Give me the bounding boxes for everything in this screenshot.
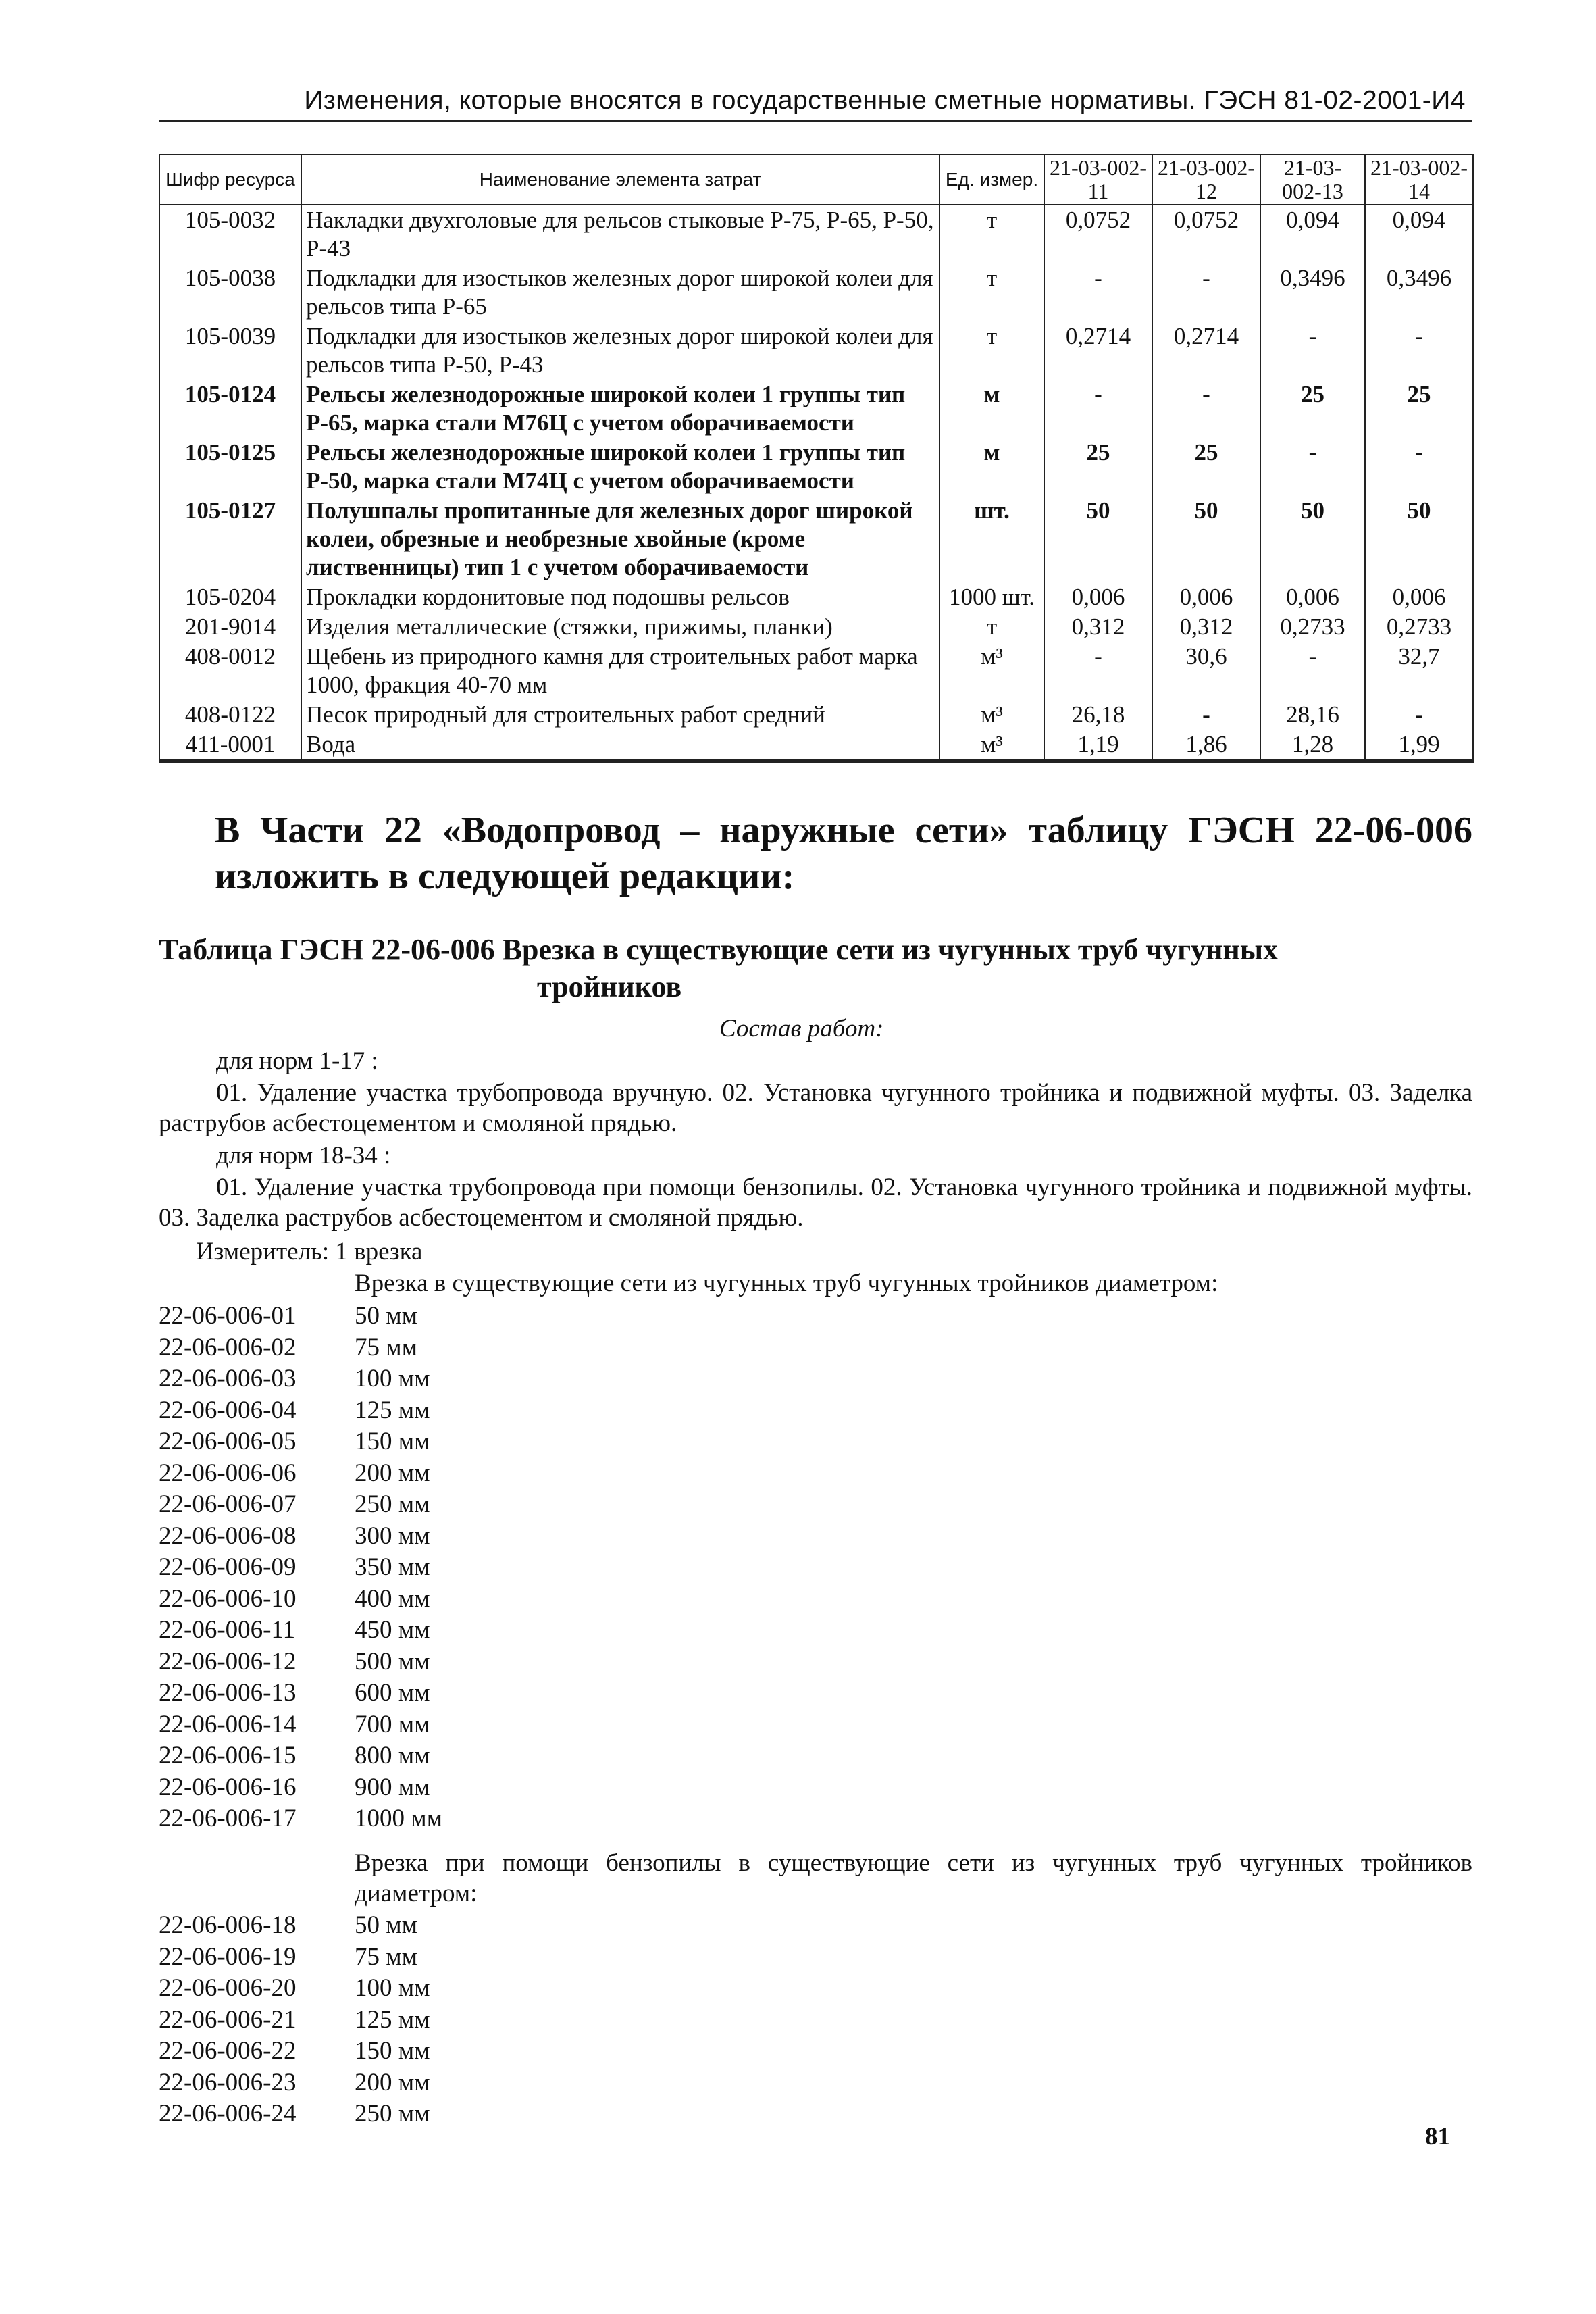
cell-value-3: 50 — [1260, 496, 1365, 582]
norm-code: 22-06-006-18 — [159, 1911, 297, 1939]
norm-code: 22-06-006-05 — [159, 1428, 297, 1455]
norm-description: 125 мм — [355, 1396, 430, 1424]
norm-row — [159, 1942, 417, 1972]
table-row — [159, 205, 1473, 263]
header-col-2: 21-03-002-12 — [1152, 155, 1260, 205]
cell-name: Прокладки кордонитовые под подошвы рельсов — [301, 582, 939, 612]
cell-value-2: - — [1152, 700, 1260, 730]
cell-value-1: 0,2714 — [1044, 322, 1152, 380]
cell-unit: шт. — [939, 496, 1044, 582]
table-row — [159, 700, 1473, 730]
norm-description: 150 мм — [355, 1428, 430, 1455]
cell-unit: м³ — [939, 642, 1044, 700]
norm-row — [159, 1973, 430, 2003]
cell-value-3: 28,16 — [1260, 700, 1365, 730]
norm-description: 500 мм — [355, 1647, 430, 1676]
norm-description: 75 мм — [355, 1333, 418, 1361]
cell-unit: м³ — [939, 700, 1044, 730]
cell-value-3: 0,006 — [1260, 582, 1365, 612]
cell-value-4: 25 — [1365, 380, 1473, 438]
cell-unit: м — [939, 438, 1044, 496]
norm-code: 22-06-006-19 — [159, 1942, 297, 1971]
norm-description: 50 мм — [355, 1911, 418, 1939]
norm-description: 100 мм — [355, 1974, 430, 2002]
cell-value-2: 0,312 — [1152, 612, 1260, 642]
cell-value-3: 1,28 — [1260, 730, 1365, 761]
cell-value-2: 1,86 — [1152, 730, 1260, 761]
norm-row — [159, 1458, 430, 1488]
header-rule — [159, 120, 1472, 122]
cell-name: Рельсы железнодорожные широкой колеи 1 группы тип Р-50, марка стали М74Ц с учетом оборачиваемости — [301, 438, 939, 496]
works-title: Состав работ: — [719, 1015, 884, 1042]
cell-value-3: - — [1260, 642, 1365, 700]
norm-row — [159, 1395, 430, 1426]
cell-unit: т — [939, 322, 1044, 380]
header-col-4: 21-03-002-14 — [1365, 155, 1473, 205]
cell-value-1: 1,19 — [1044, 730, 1152, 761]
table-heading-line-1: Таблица ГЭСН 22-06-006 Врезка в существующие сети из чугунных труб чугунных — [159, 933, 1279, 966]
cell-value-4: 50 — [1365, 496, 1473, 582]
cell-name: Рельсы железнодорожные широкой колеи 1 группы тип Р-65, марка стали М76Ц с учетом оборачиваемости — [301, 380, 939, 438]
norm-row — [159, 2067, 430, 2098]
cell-name: Вода — [301, 730, 939, 761]
cell-code: 105-0124 — [159, 380, 301, 438]
norm-code: 22-06-006-10 — [159, 1584, 297, 1613]
norm-description: 1000 мм — [355, 1805, 443, 1832]
norm-code: 22-06-006-16 — [159, 1773, 297, 1801]
norm-code: 22-06-006-24 — [159, 2100, 297, 2128]
cell-code: 408-0012 — [159, 642, 301, 700]
norm-row — [159, 1910, 417, 1940]
norm-description: 250 мм — [355, 1490, 430, 1518]
norm-description: 350 мм — [355, 1553, 430, 1581]
cell-value-1: 0,312 — [1044, 612, 1152, 642]
cell-value-4: 1,99 — [1365, 730, 1473, 761]
header-code: Шифр ресурса — [159, 155, 301, 205]
cell-value-2: - — [1152, 380, 1260, 438]
norm-code: 22-06-006-23 — [159, 2068, 297, 2096]
norm-row — [159, 1489, 430, 1519]
norm-row — [159, 1646, 430, 1677]
cell-unit: т — [939, 263, 1044, 322]
meter-line: Измеритель: 1 врезка — [196, 1238, 423, 1265]
cell-value-4: - — [1365, 700, 1473, 730]
cell-value-4: 32,7 — [1365, 642, 1473, 700]
cell-value-1: - — [1044, 263, 1152, 322]
norm-description: 600 мм — [355, 1679, 430, 1707]
norm-code: 22-06-006-06 — [159, 1459, 297, 1487]
cell-code: 105-0032 — [159, 205, 301, 263]
cell-code: 408-0122 — [159, 700, 301, 730]
norm-row — [159, 1301, 417, 1331]
cell-value-1: 26,18 — [1044, 700, 1152, 730]
norm-row — [159, 1363, 430, 1394]
works-group-1-label: для норм 1-17 : — [216, 1047, 378, 1075]
norm-row — [159, 1709, 430, 1740]
norm-row — [159, 1772, 430, 1803]
norm-row — [159, 2098, 430, 2129]
cell-code: 105-0039 — [159, 322, 301, 380]
cell-value-2: 25 — [1152, 438, 1260, 496]
norm-code: 22-06-006-21 — [159, 2005, 297, 2034]
table-heading-line-2: тройников — [537, 970, 682, 1003]
norm-row — [159, 1615, 430, 1645]
norm-row — [159, 1803, 442, 1834]
norm-description: 125 мм — [355, 2005, 430, 2034]
cell-name: Щебень из природного камня для строительных работ марка 1000, фракция 40-70 мм — [301, 642, 939, 700]
table-row — [159, 380, 1473, 438]
table-row — [159, 496, 1473, 582]
resource-table-body — [159, 205, 1473, 761]
cell-value-4: 0,3496 — [1365, 263, 1473, 322]
norm-row — [159, 1521, 430, 1551]
norm-row — [159, 1426, 430, 1457]
table-row — [159, 582, 1473, 612]
norm-code: 22-06-006-03 — [159, 1365, 297, 1392]
norm-code: 22-06-006-14 — [159, 1710, 297, 1738]
norm-description: 400 мм — [355, 1584, 430, 1613]
norm-code: 22-06-006-09 — [159, 1553, 297, 1581]
table-heading — [159, 931, 1472, 1005]
norm-row — [159, 1332, 417, 1363]
cell-value-3: 25 — [1260, 380, 1365, 438]
cell-value-1: 50 — [1044, 496, 1152, 582]
header-col-1: 21-03-002-11 — [1044, 155, 1152, 205]
norm-description: 100 мм — [355, 1365, 430, 1392]
norm-code: 22-06-006-20 — [159, 1974, 297, 2002]
cell-value-2: 0,006 — [1152, 582, 1260, 612]
norm-description: 75 мм — [355, 1942, 418, 1971]
works-group-2-text: 01. Удаление участка трубопровода при помощи бензопилы. 02. Установка чугунного тройника и подвижной муфты. 03. Заделка раструбов асбестоцементом и смоляной прядью. — [159, 1174, 1472, 1232]
table-row — [159, 730, 1473, 761]
norm-description: 900 мм — [355, 1773, 430, 1801]
cell-value-3: 0,2733 — [1260, 612, 1365, 642]
norm-description: 450 мм — [355, 1616, 430, 1644]
header-unit: Ед. измер. — [939, 155, 1044, 205]
cell-name: Песок природный для строительных работ средний — [301, 700, 939, 730]
norm-row — [159, 1584, 430, 1614]
cell-name: Подкладки для изостыков железных дорог широкой колеи для рельсов типа Р-50, Р-43 — [301, 322, 939, 380]
norm-description: 200 мм — [355, 2068, 430, 2096]
cell-code: 105-0125 — [159, 438, 301, 496]
section-heading: В Части 22 «Водопровод – наружные сети» таблицу ГЭСН 22-06-006 изложить в следующей редакции: — [215, 809, 1472, 898]
cell-value-1: - — [1044, 380, 1152, 438]
norm-code: 22-06-006-08 — [159, 1521, 297, 1550]
table-row — [159, 322, 1473, 380]
norm-code: 22-06-006-15 — [159, 1742, 297, 1769]
norm-description: 300 мм — [355, 1521, 430, 1550]
table-row — [159, 642, 1473, 700]
norm-row — [159, 1552, 430, 1582]
cell-name: Изделия металлические (стяжки, прижимы, планки) — [301, 612, 939, 642]
table-header-row — [159, 155, 1473, 205]
norm-description: 150 мм — [355, 2037, 430, 2065]
resource-table — [159, 154, 1474, 763]
cell-value-4: 0,006 — [1365, 582, 1473, 612]
norm-row — [159, 1678, 430, 1708]
table-row — [159, 263, 1473, 322]
header-name: Наименование элемента затрат — [301, 155, 939, 205]
cell-value-3: - — [1260, 438, 1365, 496]
works-group-2-label: для норм 18-34 : — [216, 1142, 391, 1169]
table-row — [159, 612, 1473, 642]
cell-code: 105-0127 — [159, 496, 301, 582]
cell-value-4: 0,094 — [1365, 205, 1473, 263]
norm-description: 700 мм — [355, 1710, 430, 1738]
cell-value-3: 0,094 — [1260, 205, 1365, 263]
norm-code: 22-06-006-17 — [159, 1805, 297, 1832]
norm-code: 22-06-006-01 — [159, 1302, 297, 1330]
norm-code: 22-06-006-13 — [159, 1679, 297, 1707]
norm-row — [159, 2005, 430, 2035]
page-number: 81 — [1425, 2123, 1450, 2150]
cell-code: 201-9014 — [159, 612, 301, 642]
cell-value-4: - — [1365, 438, 1473, 496]
header-col-3: 21-03-002-13 — [1260, 155, 1365, 205]
norm-description: 50 мм — [355, 1302, 418, 1330]
norm-row — [159, 2036, 430, 2066]
cell-value-1: - — [1044, 642, 1152, 700]
cell-name: Накладки двухголовые для рельсов стыковые Р-75, Р-65, Р-50, Р-43 — [301, 205, 939, 263]
cell-code: 411-0001 — [159, 730, 301, 761]
cell-value-2: 0,0752 — [1152, 205, 1260, 263]
cell-value-1: 0,0752 — [1044, 205, 1152, 263]
norm-code: 22-06-006-07 — [159, 1490, 297, 1518]
cell-code: 105-0038 — [159, 263, 301, 322]
cell-unit: м — [939, 380, 1044, 438]
norm-code: 22-06-006-22 — [159, 2037, 297, 2065]
cell-value-3: 0,3496 — [1260, 263, 1365, 322]
norm-description: 250 мм — [355, 2100, 430, 2128]
norm-code: 22-06-006-02 — [159, 1333, 297, 1361]
running-header: Изменения, которые вносятся в государственные сметные нормативы. ГЭСН 81-02-2001-И4 — [304, 86, 1466, 115]
cell-name: Полушпалы пропитанные для железных дорог широкой колеи, обрезные и необрезные хвойные (кроме лиственницы) тип 1 с учетом оборачиваемости — [301, 496, 939, 582]
cell-unit: т — [939, 612, 1044, 642]
cell-value-2: 30,6 — [1152, 642, 1260, 700]
cell-value-1: 0,006 — [1044, 582, 1152, 612]
cell-value-4: - — [1365, 322, 1473, 380]
cell-name: Подкладки для изостыков железных дорог широкой колеи для рельсов типа Р-65 — [301, 263, 939, 322]
cell-unit: т — [939, 205, 1044, 263]
cell-unit: 1000 шт. — [939, 582, 1044, 612]
table-row — [159, 438, 1473, 496]
norm-code: 22-06-006-04 — [159, 1396, 297, 1424]
works-group-1-text: 01. Удаление участка трубопровода вручную. 02. Установка чугунного тройника и подвижной муфты. 03. Заделка раструбов асбестоцементом и смоляной прядью. — [159, 1079, 1472, 1138]
norm-description: 200 мм — [355, 1459, 430, 1487]
cell-value-2: - — [1152, 263, 1260, 322]
norm-code: 22-06-006-11 — [159, 1616, 296, 1644]
norm-code: 22-06-006-12 — [159, 1647, 297, 1676]
norms-intro-1: Врезка в существующие сети из чугунных труб чугунных тройников диаметром: — [355, 1269, 1218, 1297]
cell-code: 105-0204 — [159, 582, 301, 612]
cell-value-4: 0,2733 — [1365, 612, 1473, 642]
norm-row — [159, 1740, 430, 1771]
cell-value-3: - — [1260, 322, 1365, 380]
cell-value-2: 0,2714 — [1152, 322, 1260, 380]
norm-description: 800 мм — [355, 1742, 430, 1769]
norms-intro-2: Врезка при помощи бензопилы в существующие сети из чугунных труб чугунных тройников диаметром: — [355, 1849, 1472, 1908]
cell-unit: м³ — [939, 730, 1044, 761]
cell-value-2: 50 — [1152, 496, 1260, 582]
cell-value-1: 25 — [1044, 438, 1152, 496]
